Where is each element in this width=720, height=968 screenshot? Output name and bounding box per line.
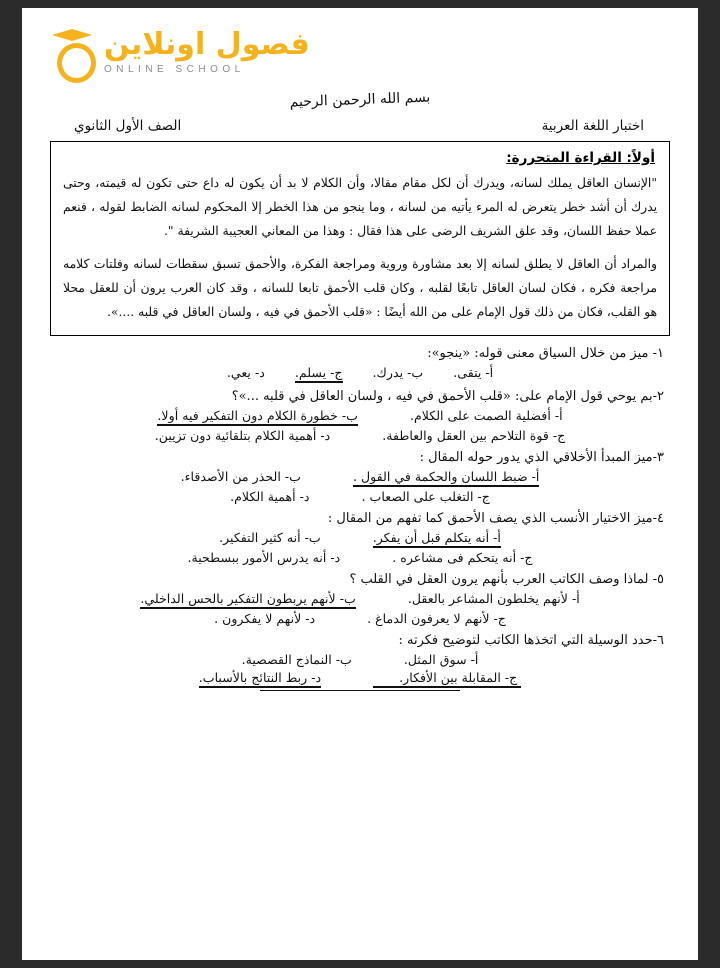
brand-text <box>104 26 310 75</box>
option-c[interactable]: ج- يسلم. <box>295 365 343 383</box>
question-item <box>56 389 664 444</box>
question-item <box>56 450 664 505</box>
question-item <box>56 511 664 566</box>
question-text: ٣-ميز المبدأ الأخلاقي الذي يدور حوله المقال : <box>419 449 664 465</box>
option-d[interactable]: د- لأنهم لا يفكرون . <box>214 610 316 626</box>
option-c[interactable]: ج- التغلب على الصعاب . <box>361 488 490 504</box>
question-text: ٢-بم يوحي قول الإمام على: «قلب الأحمق في فيه ، ولسان العاقل في قلبه ...»؟ <box>231 388 664 404</box>
document-page <box>22 8 698 960</box>
option-d[interactable]: د- يعي. <box>226 364 265 380</box>
option-row <box>56 611 664 627</box>
passage-box <box>50 141 670 336</box>
answer-underline <box>260 690 460 691</box>
exam-subject: اختبار اللغة العربية <box>541 118 644 134</box>
option-d[interactable]: د- أنه يدرس الأمور ببسطحية. <box>187 549 341 565</box>
option-row <box>56 408 664 426</box>
option-b[interactable]: ب- النماذج القصصية. <box>241 651 352 667</box>
basmala-line: بسم الله الرحمن الرحيم <box>289 89 431 111</box>
option-a[interactable]: أ- يتقى. <box>453 364 494 380</box>
option-row <box>56 489 664 505</box>
passage-paragraph: "الإنسان العاقل يملك لسانه، ويدرك أن لكل مقام مقالا، وأن الكلام لا بد أن يكون له داع حتى تكون له قيمته، وحتى يدرك أن أشد خطر يتعرض له المرء يأتيه من لسانه ، وما ينجو من هذا الخطر إلا المحكوم لسانه الضابط لقوله ، فنعم عملا حفظ اللسان، وقد علق الشريف الرضى على هذا فقال : وهذا من المعاني العجيبة الشريفة ". <box>63 176 657 238</box>
question-text: ١- ميز من خلال السياق معنى قوله: «ينجو»: <box>427 345 664 361</box>
option-row <box>56 591 664 609</box>
questions-list <box>50 346 670 691</box>
brand-name-en: ONLINE SCHOOL <box>104 63 245 75</box>
option-c[interactable]: ج- لأنهم لا يعرفون الدماغ . <box>367 610 506 626</box>
ring-shape <box>57 43 96 83</box>
option-row <box>56 652 664 668</box>
cap-shape <box>52 29 92 41</box>
passage-title: أولاً: القراءة المتحررة: <box>506 150 655 166</box>
option-a[interactable]: أ- أفضلية الصمت على الكلام. <box>409 407 563 423</box>
option-row <box>56 670 664 688</box>
passage-paragraph: والمراد أن العاقل لا يطلق لسانه إلا بعد مشاورة وروية ومراجعة الفكرة، والأحمق تسبق سقطات لسانه وفلتات كلامه مراجعة فكره ، فكان لسان العاقل تابعًا لقلبه ، وكان قلب الأحمق تابعا للسانه ، وقد كان العرب يرون أن للعقل محلا هو القلب، فكان من ذلك قول الإمام على من الله أيضًا : «قلب الأحمق في فيه ، ولسان العاقل في قلبه ....». <box>63 256 657 319</box>
exam-meta <box>50 118 670 134</box>
question-item <box>56 346 664 383</box>
question-item <box>56 633 664 691</box>
option-b[interactable]: ب- لأنهم يربطون التفكير بالحس الداخلي. <box>140 591 356 609</box>
option-row <box>56 365 664 383</box>
option-d[interactable]: د- أهمية الكلام. <box>230 488 310 504</box>
question-text: ٦-حدد الوسيلة التي اتخذها الكاتب لتوضيح فكرته : <box>398 632 664 648</box>
question-text: ٤-ميز الاختيار الأنسب الذي يصف الأحمق كما تفهم من المقال : <box>327 510 664 526</box>
option-row <box>56 530 664 548</box>
option-row <box>56 428 664 444</box>
option-b[interactable]: ب- أنه كثير التفكير. <box>219 529 321 545</box>
brand-name-ar: فصول اونلاين <box>104 26 310 62</box>
option-row <box>56 469 664 487</box>
option-a[interactable]: أ- أنه يتكلم قبل أن يفكر. <box>373 530 501 548</box>
option-b[interactable]: ب- خطورة الكلام دون التفكير فيه أولا. <box>157 408 358 426</box>
question-item <box>56 572 664 627</box>
option-a[interactable]: أ- سوق المثل. <box>403 651 479 667</box>
option-a[interactable]: أ- ضبط اللسان والحكمة في القول . <box>353 469 539 487</box>
question-text: ٥- لماذا وصف الكاتب العرب بأنهم يرون العقل في القلب ؟ <box>349 571 664 587</box>
option-b[interactable]: ب- الحذر من الأصدقاء. <box>180 468 301 484</box>
exam-grade: الصف الأول الثانوي <box>74 118 182 134</box>
option-d[interactable]: د- ربط النتائج بالأسباب. <box>199 670 321 688</box>
option-b[interactable]: ب- يدرك. <box>372 364 424 380</box>
option-c[interactable]: ج- قوة التلاحم بين العقل والعاطفة. <box>382 427 566 443</box>
option-c[interactable]: ج- أنه يتحكم فى مشاعره . <box>392 549 533 565</box>
option-d[interactable]: د- أهمية الكلام بتلقائية دون تزيين. <box>154 427 331 443</box>
option-row <box>56 550 664 566</box>
option-c[interactable]: ج- المقابلة بين الأفكار. <box>373 670 521 688</box>
option-a[interactable]: أ- لأنهم يخلطون المشاعر بالعقل. <box>407 590 580 606</box>
brand-header <box>50 18 676 86</box>
graduation-cap-icon <box>50 27 94 77</box>
